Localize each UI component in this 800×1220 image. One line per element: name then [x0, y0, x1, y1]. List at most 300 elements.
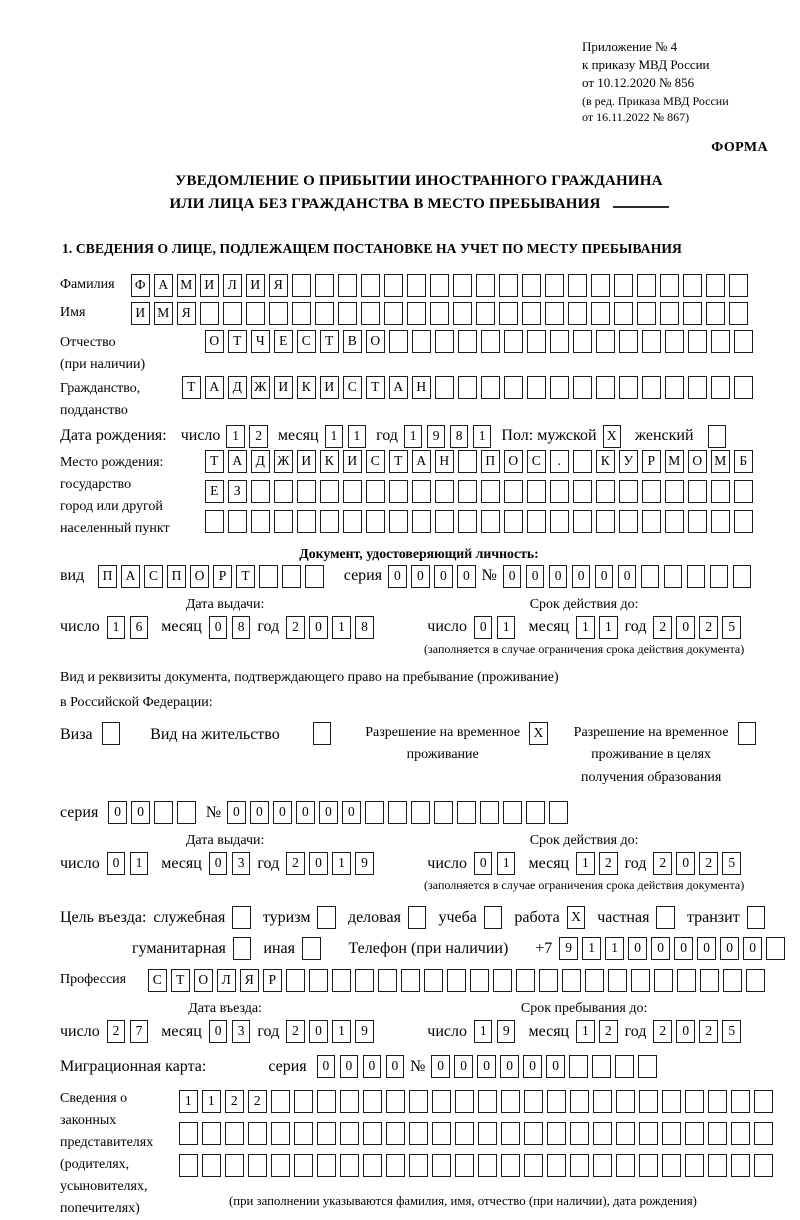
form-cell[interactable] [458, 450, 477, 473]
form-cell[interactable] [642, 510, 661, 533]
form-cell[interactable]: И [343, 450, 362, 473]
form-cell[interactable]: X [567, 906, 586, 929]
form-cell[interactable] [294, 1154, 313, 1177]
form-cell[interactable] [457, 801, 476, 824]
form-cell[interactable] [340, 1154, 359, 1177]
form-cell[interactable] [297, 510, 316, 533]
form-cell[interactable] [251, 510, 270, 533]
form-cell[interactable] [642, 330, 661, 353]
form-cell[interactable] [708, 425, 727, 448]
form-cell[interactable]: Е [205, 480, 224, 503]
form-cell[interactable] [453, 274, 472, 297]
form-cell[interactable]: 1 [605, 937, 624, 960]
form-cell[interactable] [401, 969, 420, 992]
form-cell[interactable]: 2 [599, 852, 618, 875]
form-cell[interactable] [708, 1154, 727, 1177]
form-cell[interactable] [309, 969, 328, 992]
form-cell[interactable] [435, 330, 454, 353]
form-cell[interactable]: Р [213, 565, 232, 588]
form-cell[interactable]: 6 [130, 616, 149, 639]
form-cell[interactable]: 9 [559, 937, 578, 960]
form-cell[interactable]: 0 [317, 1055, 336, 1078]
form-cell[interactable] [654, 969, 673, 992]
form-cell[interactable] [568, 274, 587, 297]
form-cell[interactable] [384, 274, 403, 297]
form-cell[interactable] [313, 722, 332, 745]
form-cell[interactable]: 1 [576, 852, 595, 875]
form-cell[interactable]: 0 [697, 937, 716, 960]
form-cell[interactable]: 0 [431, 1055, 450, 1078]
form-cell[interactable] [570, 1154, 589, 1177]
form-cell[interactable]: 3 [232, 1020, 251, 1043]
form-cell[interactable]: 8 [355, 616, 374, 639]
form-cell[interactable] [274, 510, 293, 533]
form-cell[interactable]: 0 [309, 852, 328, 875]
form-cell[interactable]: К [320, 450, 339, 473]
form-cell[interactable] [723, 969, 742, 992]
form-cell[interactable] [501, 1154, 520, 1177]
form-cell[interactable]: М [154, 302, 173, 325]
form-cell[interactable] [332, 969, 351, 992]
form-cell[interactable]: 2 [653, 1020, 672, 1043]
form-cell[interactable]: Р [642, 450, 661, 473]
form-cell[interactable] [271, 1090, 290, 1113]
form-cell[interactable] [481, 330, 500, 353]
form-cell[interactable]: 0 [676, 1020, 695, 1043]
form-cell[interactable]: 9 [427, 425, 446, 448]
form-cell[interactable] [355, 969, 374, 992]
form-cell[interactable] [573, 376, 592, 399]
form-cell[interactable] [499, 302, 518, 325]
form-cell[interactable]: 0 [503, 565, 522, 588]
form-cell[interactable] [386, 1122, 405, 1145]
form-cell[interactable] [202, 1122, 221, 1145]
form-cell[interactable]: М [665, 450, 684, 473]
form-cell[interactable] [687, 565, 706, 588]
form-cell[interactable] [455, 1154, 474, 1177]
form-cell[interactable]: 1 [576, 616, 595, 639]
form-cell[interactable] [616, 1122, 635, 1145]
form-cell[interactable] [269, 302, 288, 325]
form-cell[interactable]: С [144, 565, 163, 588]
form-cell[interactable] [504, 330, 523, 353]
form-cell[interactable]: О [194, 969, 213, 992]
form-cell[interactable]: 0 [411, 565, 430, 588]
form-cell[interactable] [225, 1122, 244, 1145]
form-cell[interactable]: 5 [722, 852, 741, 875]
form-cell[interactable] [734, 510, 753, 533]
form-cell[interactable]: 0 [674, 937, 693, 960]
form-cell[interactable] [305, 565, 324, 588]
form-cell[interactable] [365, 801, 384, 824]
form-cell[interactable] [754, 1122, 773, 1145]
form-cell[interactable] [734, 480, 753, 503]
form-cell[interactable] [246, 302, 265, 325]
form-cell[interactable]: 0 [434, 565, 453, 588]
form-cell[interactable] [407, 302, 426, 325]
form-cell[interactable]: 0 [526, 565, 545, 588]
form-cell[interactable]: Р [263, 969, 282, 992]
form-cell[interactable] [430, 274, 449, 297]
form-cell[interactable]: 0 [209, 616, 228, 639]
form-cell[interactable] [455, 1090, 474, 1113]
form-cell[interactable] [524, 1154, 543, 1177]
form-cell[interactable] [539, 969, 558, 992]
form-cell[interactable] [662, 1154, 681, 1177]
form-cell[interactable] [179, 1154, 198, 1177]
form-cell[interactable]: 1 [497, 616, 516, 639]
form-cell[interactable]: 1 [599, 616, 618, 639]
form-cell[interactable]: 0 [572, 565, 591, 588]
form-cell[interactable] [154, 801, 173, 824]
form-cell[interactable] [228, 510, 247, 533]
form-cell[interactable] [320, 510, 339, 533]
form-cell[interactable] [493, 969, 512, 992]
form-cell[interactable] [637, 274, 656, 297]
form-cell[interactable]: 0 [595, 565, 614, 588]
form-cell[interactable] [731, 1122, 750, 1145]
form-cell[interactable] [734, 376, 753, 399]
form-cell[interactable]: 0 [340, 1055, 359, 1078]
form-cell[interactable] [343, 510, 362, 533]
form-cell[interactable] [292, 302, 311, 325]
form-cell[interactable] [432, 1122, 451, 1145]
form-cell[interactable]: С [343, 376, 362, 399]
form-cell[interactable] [754, 1090, 773, 1113]
form-cell[interactable]: 5 [722, 616, 741, 639]
form-cell[interactable]: 0 [549, 565, 568, 588]
form-cell[interactable] [481, 480, 500, 503]
form-cell[interactable] [570, 1090, 589, 1113]
form-cell[interactable] [200, 302, 219, 325]
form-cell[interactable] [501, 1122, 520, 1145]
form-cell[interactable]: Д [251, 450, 270, 473]
form-cell[interactable] [526, 801, 545, 824]
form-cell[interactable] [282, 565, 301, 588]
form-cell[interactable] [573, 330, 592, 353]
form-cell[interactable] [248, 1122, 267, 1145]
form-cell[interactable] [363, 1090, 382, 1113]
form-cell[interactable] [593, 1122, 612, 1145]
form-cell[interactable] [685, 1090, 704, 1113]
form-cell[interactable] [501, 1090, 520, 1113]
form-cell[interactable] [524, 1090, 543, 1113]
form-cell[interactable] [504, 480, 523, 503]
form-cell[interactable] [660, 302, 679, 325]
form-cell[interactable]: X [603, 425, 622, 448]
form-cell[interactable] [729, 274, 748, 297]
form-cell[interactable] [363, 1122, 382, 1145]
form-cell[interactable]: С [527, 450, 546, 473]
form-cell[interactable]: О [205, 330, 224, 353]
form-cell[interactable] [516, 969, 535, 992]
form-cell[interactable]: Ж [251, 376, 270, 399]
form-cell[interactable]: 2 [653, 616, 672, 639]
form-cell[interactable]: 2 [249, 425, 268, 448]
form-cell[interactable] [179, 1122, 198, 1145]
form-cell[interactable] [639, 1122, 658, 1145]
form-cell[interactable]: 2 [699, 616, 718, 639]
form-cell[interactable]: X [529, 722, 548, 745]
form-cell[interactable] [317, 906, 336, 929]
form-cell[interactable]: 0 [618, 565, 637, 588]
form-cell[interactable]: П [98, 565, 117, 588]
form-cell[interactable] [638, 1055, 657, 1078]
form-cell[interactable] [665, 330, 684, 353]
form-cell[interactable]: Я [177, 302, 196, 325]
form-cell[interactable]: 0 [273, 801, 292, 824]
form-cell[interactable] [637, 302, 656, 325]
form-cell[interactable]: Н [412, 376, 431, 399]
form-cell[interactable] [361, 302, 380, 325]
form-cell[interactable] [683, 302, 702, 325]
form-cell[interactable] [435, 376, 454, 399]
form-cell[interactable]: О [366, 330, 385, 353]
form-cell[interactable] [259, 565, 278, 588]
form-cell[interactable] [619, 510, 638, 533]
form-cell[interactable]: У [619, 450, 638, 473]
form-cell[interactable] [733, 565, 752, 588]
form-cell[interactable]: 0 [309, 616, 328, 639]
form-cell[interactable]: 1 [576, 1020, 595, 1043]
form-cell[interactable] [478, 1122, 497, 1145]
form-cell[interactable] [447, 969, 466, 992]
form-cell[interactable]: 0 [388, 565, 407, 588]
form-cell[interactable] [738, 722, 757, 745]
form-cell[interactable]: 1 [107, 616, 126, 639]
form-cell[interactable] [619, 376, 638, 399]
form-cell[interactable] [503, 801, 522, 824]
form-cell[interactable] [412, 330, 431, 353]
form-cell[interactable]: 0 [676, 616, 695, 639]
form-cell[interactable] [470, 969, 489, 992]
form-cell[interactable] [729, 302, 748, 325]
form-cell[interactable] [570, 1122, 589, 1145]
form-cell[interactable]: 1 [582, 937, 601, 960]
form-cell[interactable]: 0 [477, 1055, 496, 1078]
form-cell[interactable] [408, 906, 427, 929]
form-cell[interactable]: Т [205, 450, 224, 473]
form-cell[interactable]: К [596, 450, 615, 473]
form-cell[interactable]: Н [435, 450, 454, 473]
form-cell[interactable]: 1 [474, 1020, 493, 1043]
form-cell[interactable] [665, 480, 684, 503]
form-cell[interactable] [619, 480, 638, 503]
form-cell[interactable] [591, 274, 610, 297]
form-cell[interactable]: 3 [232, 852, 251, 875]
form-cell[interactable] [547, 1154, 566, 1177]
form-cell[interactable] [286, 969, 305, 992]
form-cell[interactable] [685, 1122, 704, 1145]
form-cell[interactable]: И [297, 450, 316, 473]
form-cell[interactable] [522, 302, 541, 325]
form-cell[interactable] [177, 801, 196, 824]
form-cell[interactable] [608, 969, 627, 992]
form-cell[interactable] [435, 480, 454, 503]
form-cell[interactable]: 0 [309, 1020, 328, 1043]
form-cell[interactable] [527, 330, 546, 353]
form-cell[interactable]: 0 [209, 1020, 228, 1043]
form-cell[interactable]: В [343, 330, 362, 353]
form-cell[interactable] [562, 969, 581, 992]
form-cell[interactable] [710, 565, 729, 588]
form-cell[interactable] [677, 969, 696, 992]
form-cell[interactable]: 0 [209, 852, 228, 875]
form-cell[interactable] [706, 302, 725, 325]
form-cell[interactable] [616, 1090, 635, 1113]
form-cell[interactable]: А [121, 565, 140, 588]
form-cell[interactable] [432, 1154, 451, 1177]
form-cell[interactable] [522, 274, 541, 297]
form-cell[interactable] [384, 302, 403, 325]
form-cell[interactable] [688, 376, 707, 399]
form-cell[interactable]: И [200, 274, 219, 297]
form-cell[interactable]: 0 [363, 1055, 382, 1078]
form-cell[interactable]: 7 [130, 1020, 149, 1043]
form-cell[interactable]: Л [217, 969, 236, 992]
form-cell[interactable] [711, 510, 730, 533]
form-cell[interactable]: 9 [355, 1020, 374, 1043]
form-cell[interactable] [569, 1055, 588, 1078]
form-cell[interactable] [378, 969, 397, 992]
form-cell[interactable] [320, 480, 339, 503]
form-cell[interactable] [232, 906, 251, 929]
form-cell[interactable] [389, 510, 408, 533]
form-cell[interactable]: 2 [286, 852, 305, 875]
form-cell[interactable] [366, 480, 385, 503]
form-cell[interactable] [683, 274, 702, 297]
form-cell[interactable]: 0 [131, 801, 150, 824]
form-cell[interactable] [547, 1122, 566, 1145]
form-cell[interactable] [550, 330, 569, 353]
form-cell[interactable] [662, 1090, 681, 1113]
form-cell[interactable] [435, 510, 454, 533]
form-cell[interactable]: 2 [699, 1020, 718, 1043]
form-cell[interactable]: П [481, 450, 500, 473]
form-cell[interactable] [302, 937, 321, 960]
form-cell[interactable]: 0 [108, 801, 127, 824]
form-cell[interactable] [274, 480, 293, 503]
form-cell[interactable] [593, 1154, 612, 1177]
form-cell[interactable] [708, 1090, 727, 1113]
form-cell[interactable]: Т [182, 376, 201, 399]
form-cell[interactable]: 1 [130, 852, 149, 875]
form-cell[interactable]: 1 [332, 1020, 351, 1043]
form-cell[interactable]: 0 [227, 801, 246, 824]
form-cell[interactable] [453, 302, 472, 325]
form-cell[interactable] [619, 330, 638, 353]
form-cell[interactable] [711, 330, 730, 353]
form-cell[interactable] [338, 274, 357, 297]
form-cell[interactable]: 1 [348, 425, 367, 448]
form-cell[interactable] [524, 1122, 543, 1145]
form-cell[interactable] [616, 1154, 635, 1177]
form-cell[interactable]: 1 [404, 425, 423, 448]
form-cell[interactable] [233, 937, 252, 960]
form-cell[interactable] [223, 302, 242, 325]
form-cell[interactable] [596, 330, 615, 353]
form-cell[interactable] [411, 801, 430, 824]
form-cell[interactable] [746, 969, 765, 992]
form-cell[interactable]: Б [734, 450, 753, 473]
form-cell[interactable] [407, 274, 426, 297]
form-cell[interactable]: 0 [743, 937, 762, 960]
form-cell[interactable] [585, 969, 604, 992]
form-cell[interactable]: 0 [500, 1055, 519, 1078]
form-cell[interactable]: 1 [226, 425, 245, 448]
form-cell[interactable] [734, 330, 753, 353]
form-cell[interactable]: 0 [457, 565, 476, 588]
form-cell[interactable]: Т [389, 450, 408, 473]
form-cell[interactable] [484, 906, 503, 929]
form-cell[interactable] [292, 274, 311, 297]
form-cell[interactable]: 0 [386, 1055, 405, 1078]
form-cell[interactable]: Ж [274, 450, 293, 473]
form-cell[interactable] [665, 510, 684, 533]
form-cell[interactable] [343, 480, 362, 503]
form-cell[interactable] [455, 1122, 474, 1145]
form-cell[interactable] [251, 480, 270, 503]
form-cell[interactable]: 1 [332, 852, 351, 875]
form-cell[interactable] [430, 302, 449, 325]
form-cell[interactable]: С [297, 330, 316, 353]
form-cell[interactable]: Т [228, 330, 247, 353]
form-cell[interactable] [386, 1090, 405, 1113]
form-cell[interactable] [573, 510, 592, 533]
form-cell[interactable] [685, 1154, 704, 1177]
form-cell[interactable]: З [228, 480, 247, 503]
form-cell[interactable] [766, 937, 785, 960]
form-cell[interactable] [248, 1154, 267, 1177]
form-cell[interactable]: Я [240, 969, 259, 992]
form-cell[interactable] [315, 302, 334, 325]
form-cell[interactable] [614, 274, 633, 297]
form-cell[interactable] [481, 510, 500, 533]
form-cell[interactable]: 2 [286, 616, 305, 639]
form-cell[interactable] [480, 801, 499, 824]
form-cell[interactable]: 2 [653, 852, 672, 875]
form-cell[interactable] [386, 1154, 405, 1177]
form-cell[interactable] [527, 376, 546, 399]
form-cell[interactable]: Т [236, 565, 255, 588]
form-cell[interactable]: 2 [699, 852, 718, 875]
form-cell[interactable] [656, 906, 675, 929]
form-cell[interactable] [596, 510, 615, 533]
form-cell[interactable] [409, 1090, 428, 1113]
form-cell[interactable]: . [550, 450, 569, 473]
form-cell[interactable] [363, 1154, 382, 1177]
form-cell[interactable] [639, 1154, 658, 1177]
form-cell[interactable] [271, 1154, 290, 1177]
form-cell[interactable]: И [320, 376, 339, 399]
form-cell[interactable]: 0 [676, 852, 695, 875]
form-cell[interactable] [389, 330, 408, 353]
form-cell[interactable] [706, 274, 725, 297]
form-cell[interactable] [688, 510, 707, 533]
form-cell[interactable]: Я [269, 274, 288, 297]
form-cell[interactable] [711, 376, 730, 399]
form-cell[interactable] [297, 480, 316, 503]
form-cell[interactable] [317, 1154, 336, 1177]
form-cell[interactable]: Т [320, 330, 339, 353]
form-cell[interactable]: 1 [497, 852, 516, 875]
form-cell[interactable] [458, 510, 477, 533]
form-cell[interactable]: К [297, 376, 316, 399]
form-cell[interactable]: Т [366, 376, 385, 399]
form-cell[interactable] [747, 906, 766, 929]
form-cell[interactable] [317, 1122, 336, 1145]
form-cell[interactable] [642, 376, 661, 399]
